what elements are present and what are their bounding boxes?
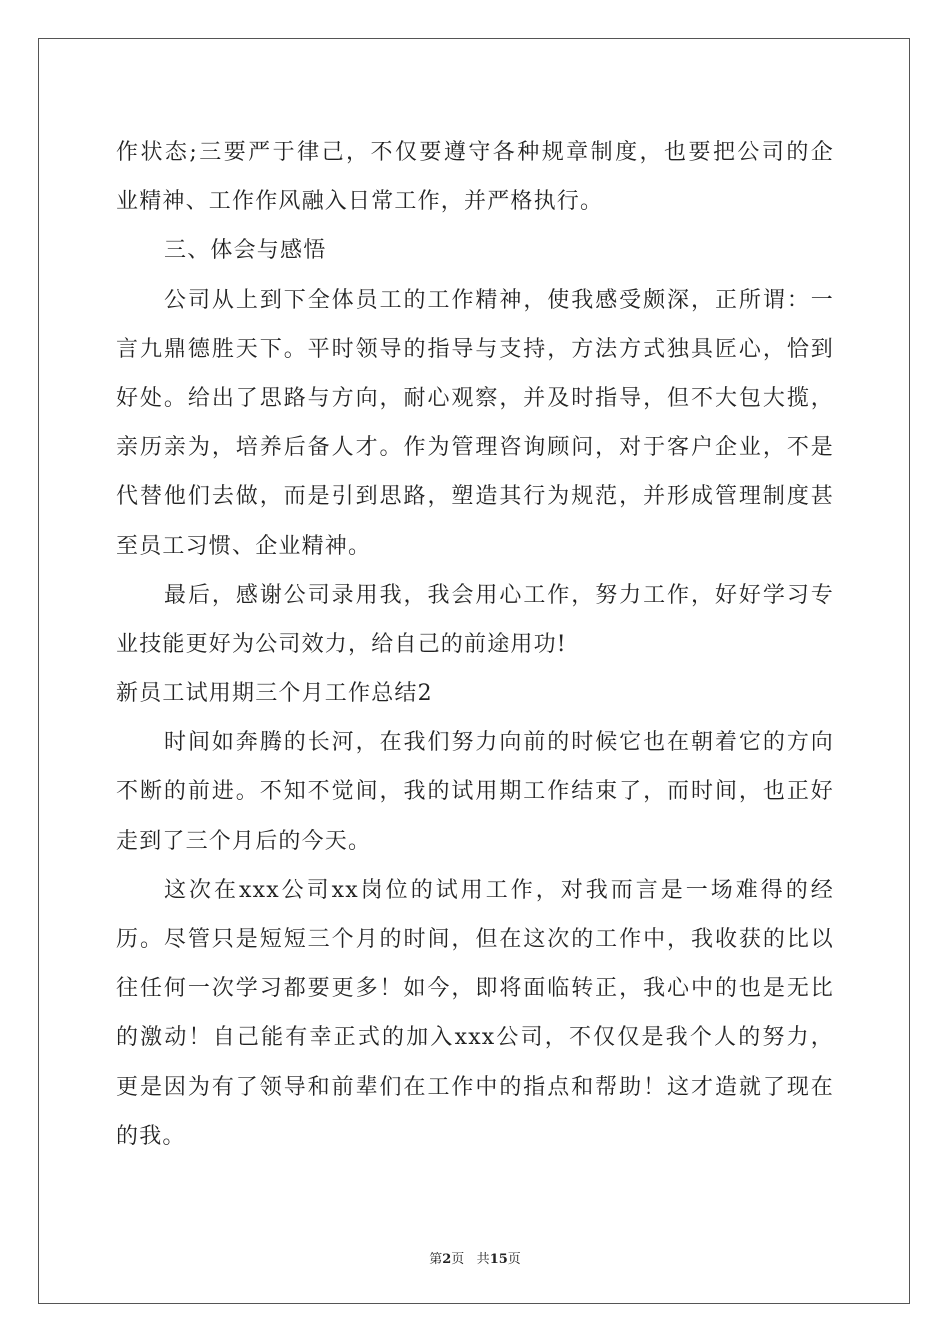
- text-line: 更是因为有了领导和前辈们在工作中的指点和帮助！这才造就了现在: [116, 1074, 834, 1100]
- page-footer: [0, 1248, 950, 1267]
- text-line: 作状态;三要严于律己，不仅要遵守各种规章制度，也要把公司的企: [116, 140, 834, 165]
- footer-total-prefix: 共: [476, 1252, 490, 1267]
- text-line: 好处。给出了思路与方向，耐心观察，并及时指导，但不大包大揽，: [116, 385, 834, 411]
- text-line: 历。尽管只是短短三个月的时间，但在这次的工作中，我收获的比以: [116, 927, 834, 952]
- text-line: 这次在xxx公司xx岗位的试用工作，对我而言是一场难得的经: [164, 877, 834, 903]
- text-line: 业技能更好为公司效力，给自己的前途用功!: [116, 631, 567, 657]
- current-page-number: 2: [442, 1252, 452, 1267]
- section-heading: 三、体会与感悟: [164, 238, 327, 264]
- text-line: 言九鼎德胜天下。平时领导的指导与支持，方法方式独具匠心，恰到: [116, 336, 834, 362]
- document-body: [116, 128, 834, 1161]
- article-title: 新员工试用期三个月工作总结2: [116, 681, 433, 707]
- total-pages-number: 15: [489, 1252, 508, 1267]
- footer-page-suffix: 页: [451, 1252, 465, 1267]
- text-line: 业精神、工作作风融入日常工作，并严格执行。: [116, 189, 604, 215]
- text-line: 走到了三个月后的今天。: [116, 828, 372, 854]
- text-line: 代替他们去做，而是引到思路，塑造其行为规范，并形成管理制度甚: [116, 484, 834, 510]
- text-line: 至员工习惯、企业精神。: [116, 533, 372, 559]
- text-line: 时间如奔腾的长河，在我们努力向前的时候它也在朝着它的方向: [164, 730, 834, 756]
- text-line: 不断的前进。不知不觉间，我的试用期工作结束了，而时间，也正好: [116, 779, 834, 805]
- text-line: 最后，感谢公司录用我，我会用心工作，努力工作，好好学习专: [164, 582, 834, 608]
- text-line: 的我。: [116, 1123, 186, 1149]
- text-line: 往任何一次学习都要更多！如今，即将面临转正，我心中的也是无比: [116, 976, 834, 1002]
- text-line: 亲历亲为，培养后备人才。作为管理咨询顾问，对于客户企业，不是: [116, 435, 834, 461]
- text-line: 的激动！自己能有幸正式的加入xxx公司，不仅仅是我个人的努力，: [116, 1025, 834, 1051]
- footer-prefix: 第: [429, 1252, 443, 1267]
- text-line: 公司从上到下全体员工的工作精神，使我感受颇深，正所谓：一: [164, 287, 834, 313]
- footer-total-suffix: 页: [507, 1252, 521, 1267]
